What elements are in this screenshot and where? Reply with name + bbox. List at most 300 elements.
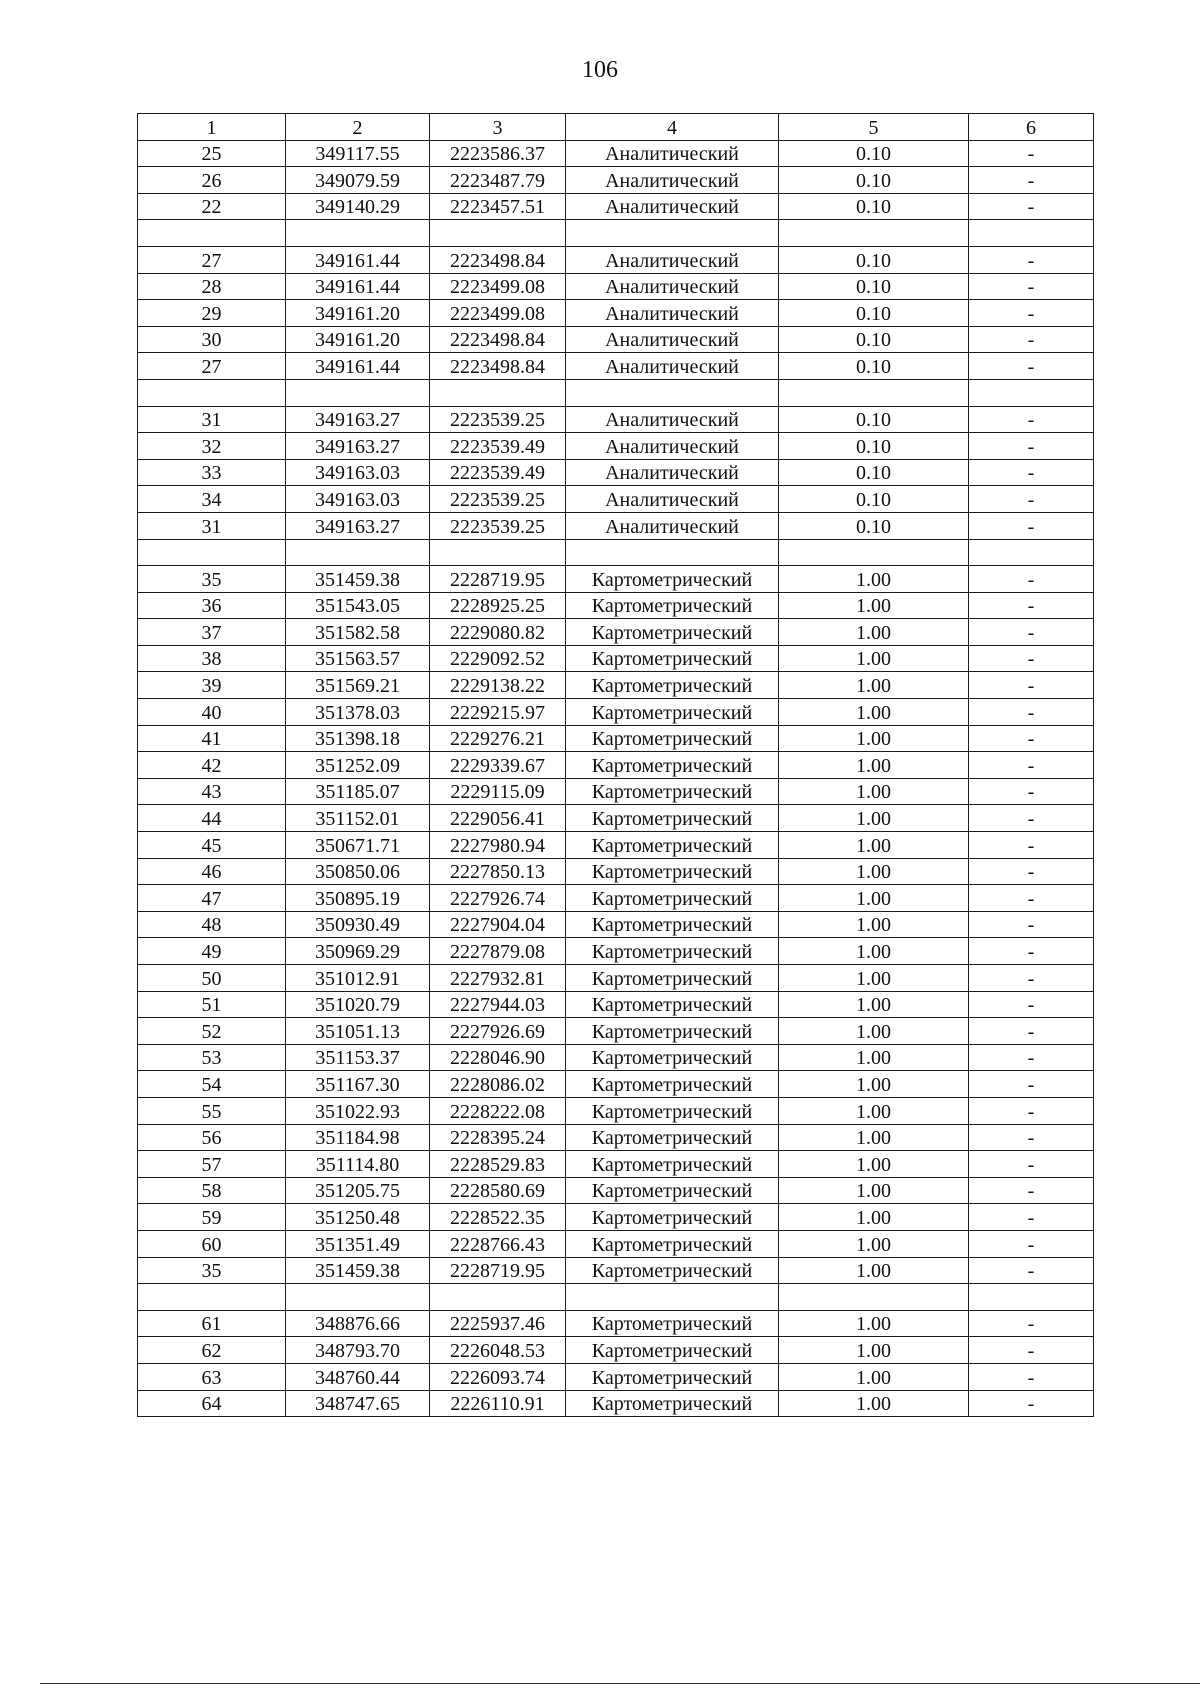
y-coordinate-cell: 2223539.25 [430, 512, 566, 539]
x-coordinate-cell: 349079.59 [286, 167, 430, 194]
accuracy-cell: 1.00 [779, 1097, 969, 1124]
method-cell [566, 539, 779, 566]
y-coordinate-cell: 2228522.35 [430, 1204, 566, 1231]
method-cell: Картометрический [566, 1018, 779, 1045]
note-cell: - [969, 858, 1094, 885]
table-row [138, 858, 1094, 885]
point-number-cell: 42 [138, 752, 286, 779]
point-number-cell: 50 [138, 965, 286, 992]
point-number-cell [138, 539, 286, 566]
y-coordinate-cell: 2228046.90 [430, 1044, 566, 1071]
method-cell: Картометрический [566, 1124, 779, 1151]
note-cell: - [969, 645, 1094, 672]
point-number-cell: 28 [138, 273, 286, 300]
point-number-cell: 58 [138, 1177, 286, 1204]
table-row [138, 1177, 1094, 1204]
x-coordinate-cell: 351185.07 [286, 778, 430, 805]
method-cell: Аналитический [566, 433, 779, 460]
accuracy-cell: 0.10 [779, 273, 969, 300]
method-cell [566, 220, 779, 247]
x-coordinate-cell: 349161.44 [286, 273, 430, 300]
method-cell: Картометрический [566, 1177, 779, 1204]
table-row [138, 885, 1094, 912]
point-number-cell: 44 [138, 805, 286, 832]
accuracy-cell: 1.00 [779, 832, 969, 859]
x-coordinate-cell: 351205.75 [286, 1177, 430, 1204]
y-coordinate-cell: 2223586.37 [430, 140, 566, 167]
y-coordinate-cell: 2229092.52 [430, 645, 566, 672]
table-row [138, 725, 1094, 752]
point-number-cell: 27 [138, 246, 286, 273]
accuracy-cell: 0.10 [779, 167, 969, 194]
y-coordinate-cell: 2223487.79 [430, 167, 566, 194]
y-coordinate-cell: 2228580.69 [430, 1177, 566, 1204]
table-row [138, 778, 1094, 805]
note-cell: - [969, 1044, 1094, 1071]
point-number-cell: 47 [138, 885, 286, 912]
method-cell: Картометрический [566, 1230, 779, 1257]
note-cell: - [969, 326, 1094, 353]
point-number-cell: 27 [138, 353, 286, 380]
accuracy-cell: 1.00 [779, 1124, 969, 1151]
y-coordinate-cell: 2228086.02 [430, 1071, 566, 1098]
point-number-cell: 34 [138, 486, 286, 513]
accuracy-cell: 0.10 [779, 486, 969, 513]
x-coordinate-cell: 350930.49 [286, 911, 430, 938]
note-cell: - [969, 486, 1094, 513]
point-number-cell: 62 [138, 1337, 286, 1364]
table-row [138, 1390, 1094, 1417]
note-cell: - [969, 459, 1094, 486]
note-cell: - [969, 167, 1094, 194]
table-row [138, 486, 1094, 513]
note-cell: - [969, 672, 1094, 699]
accuracy-cell: 1.00 [779, 1363, 969, 1390]
x-coordinate-cell: 351351.49 [286, 1230, 430, 1257]
table-row [138, 1363, 1094, 1390]
note-cell: - [969, 725, 1094, 752]
x-coordinate-cell: 351582.58 [286, 619, 430, 646]
x-coordinate-cell: 349163.03 [286, 459, 430, 486]
accuracy-cell: 1.00 [779, 725, 969, 752]
method-cell: Аналитический [566, 300, 779, 327]
note-cell: - [969, 246, 1094, 273]
point-number-cell: 48 [138, 911, 286, 938]
header-cell: 1 [138, 114, 286, 141]
point-number-cell: 31 [138, 406, 286, 433]
point-number-cell: 32 [138, 433, 286, 460]
header-cell: 5 [779, 114, 969, 141]
note-cell: - [969, 832, 1094, 859]
method-cell: Аналитический [566, 167, 779, 194]
x-coordinate-cell: 351459.38 [286, 566, 430, 593]
point-number-cell [138, 220, 286, 247]
y-coordinate-cell: 2223539.49 [430, 433, 566, 460]
accuracy-cell: 0.10 [779, 193, 969, 220]
x-coordinate-cell: 349161.20 [286, 300, 430, 327]
method-cell: Картометрический [566, 619, 779, 646]
table-row [138, 672, 1094, 699]
y-coordinate-cell: 2226093.74 [430, 1363, 566, 1390]
table-row [138, 1097, 1094, 1124]
method-cell [566, 379, 779, 406]
table-row [138, 645, 1094, 672]
x-coordinate-cell: 348793.70 [286, 1337, 430, 1364]
table-row [138, 246, 1094, 273]
method-cell: Картометрический [566, 1257, 779, 1284]
header-cell: 4 [566, 114, 779, 141]
point-number-cell: 52 [138, 1018, 286, 1045]
method-cell: Картометрический [566, 1390, 779, 1417]
accuracy-cell: 1.00 [779, 1257, 969, 1284]
x-coordinate-cell: 351022.93 [286, 1097, 430, 1124]
point-number-cell: 36 [138, 592, 286, 619]
method-cell: Картометрический [566, 1097, 779, 1124]
y-coordinate-cell: 2226110.91 [430, 1390, 566, 1417]
y-coordinate-cell: 2229276.21 [430, 725, 566, 752]
y-coordinate-cell: 2229339.67 [430, 752, 566, 779]
table-row [138, 566, 1094, 593]
point-number-cell: 59 [138, 1204, 286, 1231]
note-cell: - [969, 512, 1094, 539]
method-cell: Картометрический [566, 1337, 779, 1364]
x-coordinate-cell [286, 1284, 430, 1311]
y-coordinate-cell: 2223457.51 [430, 193, 566, 220]
point-number-cell: 49 [138, 938, 286, 965]
table-row [138, 433, 1094, 460]
method-cell: Картометрический [566, 672, 779, 699]
method-cell: Картометрический [566, 1363, 779, 1390]
note-cell: - [969, 619, 1094, 646]
y-coordinate-cell: 2223498.84 [430, 326, 566, 353]
method-cell: Аналитический [566, 326, 779, 353]
y-coordinate-cell: 2229215.97 [430, 699, 566, 726]
accuracy-cell: 0.10 [779, 459, 969, 486]
x-coordinate-cell: 351543.05 [286, 592, 430, 619]
y-coordinate-cell: 2227904.04 [430, 911, 566, 938]
note-cell: - [969, 433, 1094, 460]
y-coordinate-cell: 2227980.94 [430, 832, 566, 859]
y-coordinate-cell: 2227932.81 [430, 965, 566, 992]
method-cell: Картометрический [566, 566, 779, 593]
y-coordinate-cell: 2223499.08 [430, 300, 566, 327]
table-row [138, 353, 1094, 380]
note-cell [969, 539, 1094, 566]
point-number-cell: 37 [138, 619, 286, 646]
point-number-cell: 54 [138, 1071, 286, 1098]
point-number-cell: 29 [138, 300, 286, 327]
table-row [138, 938, 1094, 965]
x-coordinate-cell: 350969.29 [286, 938, 430, 965]
note-cell [969, 1284, 1094, 1311]
method-cell: Картометрический [566, 832, 779, 859]
y-coordinate-cell: 2228529.83 [430, 1151, 566, 1178]
table-row [138, 193, 1094, 220]
point-number-cell [138, 379, 286, 406]
accuracy-cell: 1.00 [779, 1151, 969, 1178]
table-row [138, 459, 1094, 486]
method-cell: Картометрический [566, 885, 779, 912]
note-cell: - [969, 353, 1094, 380]
accuracy-cell: 1.00 [779, 1390, 969, 1417]
method-cell: Картометрический [566, 1310, 779, 1337]
table-row [138, 406, 1094, 433]
note-cell: - [969, 1363, 1094, 1390]
method-cell: Картометрический [566, 725, 779, 752]
table-row [138, 911, 1094, 938]
method-cell: Картометрический [566, 805, 779, 832]
note-cell [969, 220, 1094, 247]
point-number-cell: 45 [138, 832, 286, 859]
x-coordinate-cell: 351167.30 [286, 1071, 430, 1098]
note-cell: - [969, 1204, 1094, 1231]
accuracy-cell: 1.00 [779, 1071, 969, 1098]
note-cell: - [969, 805, 1094, 832]
x-coordinate-cell: 351252.09 [286, 752, 430, 779]
method-cell: Картометрический [566, 1044, 779, 1071]
accuracy-cell: 0.10 [779, 246, 969, 273]
table-separator-row [138, 1284, 1094, 1311]
point-number-cell: 39 [138, 672, 286, 699]
point-number-cell: 51 [138, 991, 286, 1018]
x-coordinate-cell: 349140.29 [286, 193, 430, 220]
x-coordinate-cell: 351378.03 [286, 699, 430, 726]
y-coordinate-cell [430, 1284, 566, 1311]
note-cell: - [969, 1097, 1094, 1124]
point-number-cell: 38 [138, 645, 286, 672]
y-coordinate-cell: 2229138.22 [430, 672, 566, 699]
y-coordinate-cell: 2227926.74 [430, 885, 566, 912]
accuracy-cell: 1.00 [779, 566, 969, 593]
note-cell: - [969, 406, 1094, 433]
accuracy-cell: 0.10 [779, 300, 969, 327]
point-number-cell: 40 [138, 699, 286, 726]
table-row [138, 1151, 1094, 1178]
y-coordinate-cell: 2223498.84 [430, 353, 566, 380]
header-cell: 3 [430, 114, 566, 141]
point-number-cell: 56 [138, 1124, 286, 1151]
accuracy-cell: 1.00 [779, 1044, 969, 1071]
accuracy-cell: 0.10 [779, 140, 969, 167]
accuracy-cell: 1.00 [779, 1177, 969, 1204]
x-coordinate-cell: 348876.66 [286, 1310, 430, 1337]
y-coordinate-cell: 2227850.13 [430, 858, 566, 885]
table-row [138, 1257, 1094, 1284]
accuracy-cell: 1.00 [779, 619, 969, 646]
accuracy-cell: 1.00 [779, 1204, 969, 1231]
note-cell: - [969, 1337, 1094, 1364]
point-number-cell: 55 [138, 1097, 286, 1124]
method-cell: Картометрический [566, 965, 779, 992]
accuracy-cell: 1.00 [779, 778, 969, 805]
point-number-cell: 53 [138, 1044, 286, 1071]
x-coordinate-cell: 350895.19 [286, 885, 430, 912]
table-row [138, 512, 1094, 539]
point-number-cell: 64 [138, 1390, 286, 1417]
y-coordinate-cell: 2229080.82 [430, 619, 566, 646]
method-cell: Картометрический [566, 699, 779, 726]
note-cell: - [969, 965, 1094, 992]
y-coordinate-cell: 2223499.08 [430, 273, 566, 300]
x-coordinate-cell: 349161.20 [286, 326, 430, 353]
point-number-cell: 43 [138, 778, 286, 805]
x-coordinate-cell: 348760.44 [286, 1363, 430, 1390]
x-coordinate-cell: 351459.38 [286, 1257, 430, 1284]
x-coordinate-cell: 351114.80 [286, 1151, 430, 1178]
point-number-cell: 35 [138, 566, 286, 593]
y-coordinate-cell: 2228719.95 [430, 1257, 566, 1284]
accuracy-cell: 1.00 [779, 1018, 969, 1045]
accuracy-cell: 1.00 [779, 885, 969, 912]
accuracy-cell: 1.00 [779, 911, 969, 938]
coordinates-table [137, 113, 1094, 1417]
y-coordinate-cell: 2227926.69 [430, 1018, 566, 1045]
accuracy-cell [779, 1284, 969, 1311]
bottom-rule [40, 1683, 1200, 1684]
accuracy-cell: 1.00 [779, 965, 969, 992]
method-cell: Картометрический [566, 858, 779, 885]
accuracy-cell: 1.00 [779, 645, 969, 672]
y-coordinate-cell: 2229115.09 [430, 778, 566, 805]
table-row [138, 273, 1094, 300]
point-number-cell: 46 [138, 858, 286, 885]
y-coordinate-cell: 2223539.25 [430, 486, 566, 513]
x-coordinate-cell: 351152.01 [286, 805, 430, 832]
y-coordinate-cell: 2227879.08 [430, 938, 566, 965]
x-coordinate-cell: 351153.37 [286, 1044, 430, 1071]
note-cell: - [969, 273, 1094, 300]
method-cell: Картометрический [566, 645, 779, 672]
x-coordinate-cell: 350671.71 [286, 832, 430, 859]
table-row [138, 619, 1094, 646]
x-coordinate-cell: 349161.44 [286, 246, 430, 273]
accuracy-cell: 1.00 [779, 1337, 969, 1364]
accuracy-cell: 1.00 [779, 991, 969, 1018]
x-coordinate-cell: 351051.13 [286, 1018, 430, 1045]
table-row [138, 699, 1094, 726]
note-cell: - [969, 991, 1094, 1018]
point-number-cell: 26 [138, 167, 286, 194]
accuracy-cell: 0.10 [779, 512, 969, 539]
accuracy-cell: 0.10 [779, 433, 969, 460]
method-cell: Аналитический [566, 140, 779, 167]
method-cell: Картометрический [566, 1071, 779, 1098]
x-coordinate-cell: 349163.03 [286, 486, 430, 513]
note-cell: - [969, 140, 1094, 167]
point-number-cell: 57 [138, 1151, 286, 1178]
table-row [138, 1124, 1094, 1151]
y-coordinate-cell: 2228766.43 [430, 1230, 566, 1257]
note-cell: - [969, 1151, 1094, 1178]
x-coordinate-cell: 351569.21 [286, 672, 430, 699]
point-number-cell [138, 1284, 286, 1311]
accuracy-cell: 0.10 [779, 406, 969, 433]
x-coordinate-cell: 351012.91 [286, 965, 430, 992]
table-row [138, 1044, 1094, 1071]
method-cell [566, 1284, 779, 1311]
x-coordinate-cell: 349163.27 [286, 433, 430, 460]
x-coordinate-cell: 349117.55 [286, 140, 430, 167]
method-cell: Аналитический [566, 193, 779, 220]
y-coordinate-cell: 2226048.53 [430, 1337, 566, 1364]
method-cell: Картометрический [566, 1204, 779, 1231]
y-coordinate-cell: 2228925.25 [430, 592, 566, 619]
accuracy-cell [779, 539, 969, 566]
method-cell: Картометрический [566, 1151, 779, 1178]
method-cell: Картометрический [566, 778, 779, 805]
note-cell: - [969, 1230, 1094, 1257]
note-cell: - [969, 1390, 1094, 1417]
note-cell: - [969, 752, 1094, 779]
table-row [138, 1337, 1094, 1364]
x-coordinate-cell [286, 220, 430, 247]
note-cell: - [969, 1071, 1094, 1098]
table-row [138, 965, 1094, 992]
point-number-cell: 30 [138, 326, 286, 353]
table-row [138, 167, 1094, 194]
note-cell: - [969, 566, 1094, 593]
note-cell: - [969, 592, 1094, 619]
note-cell: - [969, 885, 1094, 912]
table-row [138, 592, 1094, 619]
header-cell: 6 [969, 114, 1094, 141]
table-row [138, 1204, 1094, 1231]
accuracy-cell: 1.00 [779, 592, 969, 619]
method-cell: Аналитический [566, 512, 779, 539]
x-coordinate-cell: 350850.06 [286, 858, 430, 885]
y-coordinate-cell [430, 379, 566, 406]
point-number-cell: 33 [138, 459, 286, 486]
table-row [138, 140, 1094, 167]
y-coordinate-cell [430, 220, 566, 247]
table-row [138, 752, 1094, 779]
note-cell: - [969, 1310, 1094, 1337]
note-cell: - [969, 1257, 1094, 1284]
table-row [138, 1230, 1094, 1257]
accuracy-cell: 1.00 [779, 858, 969, 885]
x-coordinate-cell [286, 539, 430, 566]
accuracy-cell: 1.00 [779, 938, 969, 965]
note-cell: - [969, 911, 1094, 938]
accuracy-cell: 0.10 [779, 326, 969, 353]
table-row [138, 1018, 1094, 1045]
table-body [138, 140, 1094, 1417]
method-cell: Аналитический [566, 406, 779, 433]
y-coordinate-cell: 2225937.46 [430, 1310, 566, 1337]
accuracy-cell: 1.00 [779, 1230, 969, 1257]
method-cell: Аналитический [566, 353, 779, 380]
method-cell: Картометрический [566, 938, 779, 965]
page-number: 106 [582, 57, 618, 83]
point-number-cell: 41 [138, 725, 286, 752]
table-header-row [138, 114, 1094, 141]
point-number-cell: 60 [138, 1230, 286, 1257]
y-coordinate-cell: 2223539.49 [430, 459, 566, 486]
table-row [138, 326, 1094, 353]
x-coordinate-cell: 351250.48 [286, 1204, 430, 1231]
x-coordinate-cell [286, 379, 430, 406]
point-number-cell: 61 [138, 1310, 286, 1337]
y-coordinate-cell: 2227944.03 [430, 991, 566, 1018]
table-row [138, 300, 1094, 327]
table-row [138, 991, 1094, 1018]
accuracy-cell [779, 220, 969, 247]
y-coordinate-cell: 2228719.95 [430, 566, 566, 593]
method-cell: Картометрический [566, 911, 779, 938]
y-coordinate-cell: 2229056.41 [430, 805, 566, 832]
note-cell: - [969, 193, 1094, 220]
method-cell: Аналитический [566, 246, 779, 273]
